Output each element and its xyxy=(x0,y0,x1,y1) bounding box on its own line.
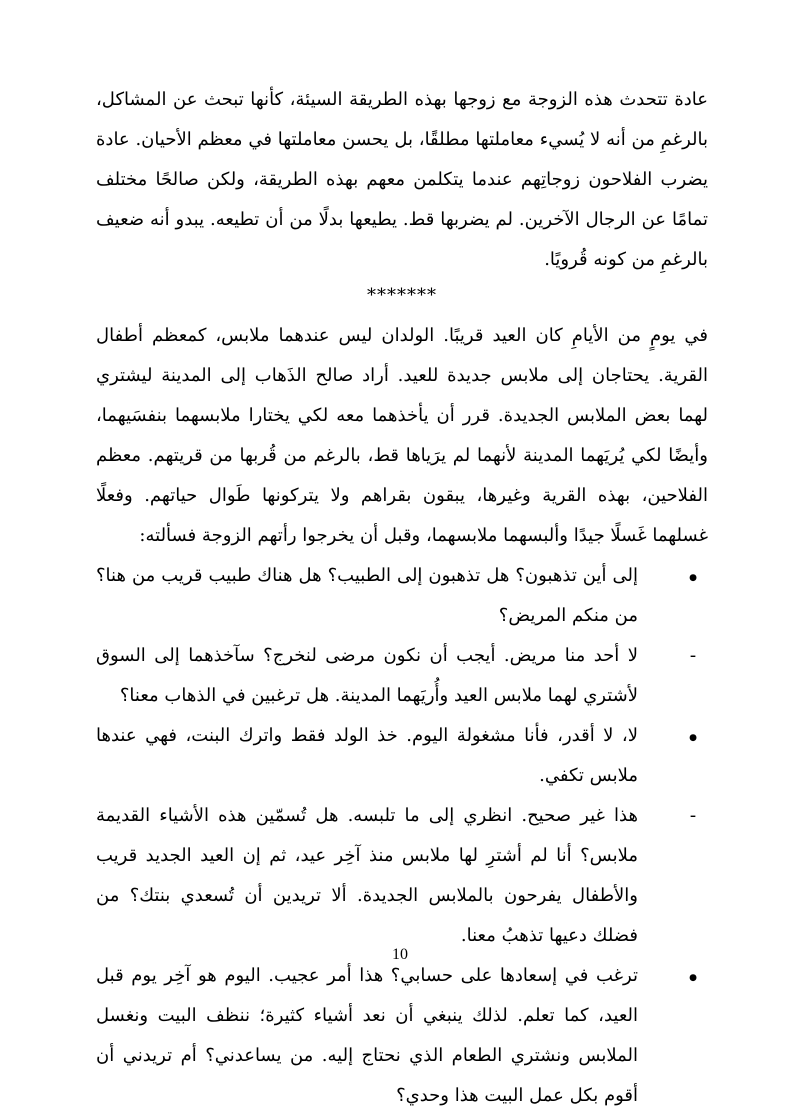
dash-icon xyxy=(678,636,708,677)
dialogue-line-5 xyxy=(96,956,708,1116)
dialogue-text: لا أحد منا مريض. أيجب أن نكون مرضى لنخرج؟ سآخذهما إلى السوق لأشتري لهما ملابس العيد وأُريَهما المدينة. هل ترغبين في الذهاب معنا؟ xyxy=(96,645,638,706)
dialogue-list xyxy=(96,556,708,1116)
bullet-icon xyxy=(678,716,708,758)
dialogue-line-3 xyxy=(96,716,708,796)
dialogue-text: هذا غير صحيح. انظري إلى ما تلبسه. هل تُسمّين هذه الأشياء القديمة ملابس؟ أنا لم أشترِ لها ملابس منذ آخِر عيد، ثم إن العيد الجديد قريب والأطفال يفرحون بالملابس الجديدة. ألا تريدين أن تُسعدي بنتك؟ من فضلك دعيها تذهبُ معنا. xyxy=(96,805,638,946)
paragraph-2: في يومٍ من الأيامِ كان العيد قريبًا. الولدان ليس عندهما ملابس، كمعظم أطفال القرية. يحتاجان إلى ملابس جديدة للعيد. أراد صالح الذَهاب إلى المدينة ليشتري لهما بعض الملابس الجديدة. قرر أن يأخذهما معه لكي يختارا ملابسهما بنفسَيهما، وأيضًا لكي يُريَهما المدينة لأنهما لم يرَياها قط، بالرغم من قُربها من قريتهم. معظم الفلاحين، بهذه القرية وغيرها، يبقون بقراهم ولا يتركونها طَوال حياتهم. وفعلًا غسلهما غَسلًا جيدًا وألبسهما ملابسهما، وقبل أن يخرجوا رأتهم الزوجة فسألته: xyxy=(96,325,708,546)
dialogue-text: لا، لا أقدر، فأنا مشغولة اليوم. خذ الولد فقط واترك البنت، فهي عندها ملابس تكفي. xyxy=(96,725,638,786)
dialogue-line-1 xyxy=(96,556,708,636)
dialogue-line-2 xyxy=(96,636,708,716)
dialogue-text: ترغب في إسعادها على حسابي؟ هذا أمر عجيب. اليوم هو آخِر يوم قبل العيد، كما تعلم. لذلك ينبغي أن نعد أشياء كثيرة؛ ننظف البيت ونغسل الملابس ونشتري الطعام الذي نحتاج إليه. من يساعدني؟ أم تريدني أن أقوم بكل عمل البيت هذا وحدي؟ xyxy=(96,965,638,1106)
section-separator: ******* xyxy=(367,285,437,306)
dash-icon xyxy=(678,796,708,837)
paragraph-1: عادة تتحدث هذه الزوجة مع زوجها بهذه الطريقة السيئة، كأنها تبحث عن المشاكل، بالرغمِ من أنه لا يُسيء معاملتها مطلقًا، بل يحسن معاملتها في معظم الأحيان. عادة يضرب الفلاحون زوجاتِهم عندما يتكلمن معهم بهذه الطريقة، ولكن صالحًا مختلف تمامًا عن الرجال الآخرين. لم يضربها قط. يطيعها بدلًا من أن تطيعه. يبدو أنه ضعيف بالرغمِ من كونه قُرويًا. xyxy=(96,89,708,270)
page-number: 10 xyxy=(392,946,408,963)
bullet-icon xyxy=(678,556,708,598)
dialogue-line-4 xyxy=(96,796,708,956)
dialogue-text: إلى أين تذهبون؟ هل تذهبون إلى الطبيب؟ هل هناك طبيب قريب من هنا؟ من منكم المريض؟ xyxy=(96,565,638,626)
